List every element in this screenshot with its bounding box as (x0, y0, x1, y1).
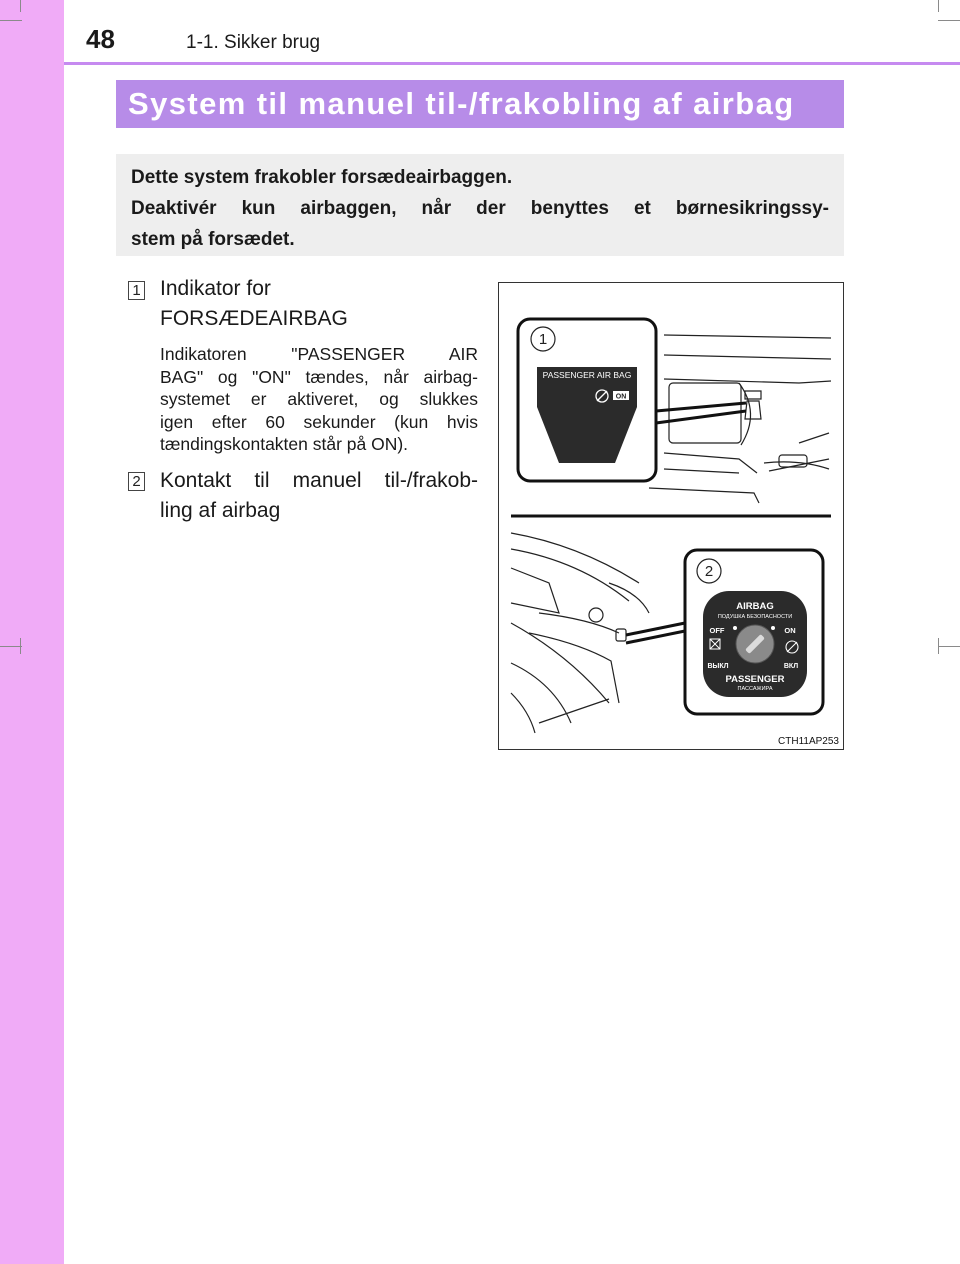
description-line: Indikatoren "PASSENGER AIR (160, 344, 478, 364)
switch-bottom-label: PASSENGER (725, 674, 785, 685)
item-title-line: Indikator for (160, 277, 271, 300)
switch-on-dot (771, 626, 775, 630)
airbag-figure (498, 282, 844, 750)
crop-mark (938, 638, 939, 654)
item-title-line: ling af airbag (160, 499, 281, 522)
item-title-line: Kontakt til manuel til-/frakob- (160, 469, 478, 492)
intro-line: Dette system frakobler forsædeairbaggen. (131, 167, 513, 188)
figure-code: CTH11AP253 (778, 736, 839, 747)
indicator-on-label: ON (615, 393, 627, 401)
callout-number: 2 (704, 563, 714, 580)
switch-bottom-sublabel: ПАССАЖИРА (737, 686, 773, 692)
crop-mark (938, 0, 939, 12)
crop-mark (20, 638, 21, 654)
indicator-label: PASSENGER AIR BAG (542, 370, 632, 380)
switch-on-label: ON (784, 626, 796, 635)
switch-off-label: OFF (709, 626, 725, 635)
crop-mark (0, 20, 22, 21)
crop-mark (0, 646, 22, 647)
section-title: System til manuel til-/frakobling af airbag (116, 80, 844, 128)
intro-box (116, 154, 844, 256)
item-title (160, 466, 478, 526)
description-line: BAG" og "ON" tændes, når airbag- (160, 366, 478, 387)
crop-mark (938, 646, 960, 647)
switch-top-label: AIRBAG (736, 601, 774, 612)
page-number: 48 (86, 24, 115, 54)
description-line: igen efter 60 sekunder (kun hvis (160, 411, 478, 432)
intro-line: stem på forsædet. (131, 229, 295, 250)
left-color-tab (0, 0, 64, 1264)
item-description (160, 343, 478, 456)
switch-top-sublabel: ПОДУШКА БЕЗОПАСНОСТИ (717, 614, 793, 620)
intro-line: Deaktivér kun airbaggen, når der benyttes et børnesikringssy- (131, 198, 829, 219)
callout-number: 1 (538, 331, 548, 348)
header-divider (64, 62, 960, 65)
item-number-icon: 1 (128, 281, 145, 300)
item-title-line: FORSÆDEAIRBAG (160, 307, 348, 330)
figure-illustration (499, 283, 844, 750)
item-title (160, 274, 348, 334)
crop-mark (20, 0, 21, 12)
breadcrumb: 1-1. Sikker brug (186, 32, 321, 53)
switch-off-sublabel: ВЫКЛ (707, 663, 729, 670)
description-line: tændingskontakten står på ON). (160, 434, 409, 454)
crop-mark (938, 20, 960, 21)
switch-off-dot (733, 626, 737, 630)
item-number-icon: 2 (128, 472, 145, 491)
dashboard-lower-illustration (511, 533, 649, 733)
description-line: systemet er aktiveret, og slukkes (160, 389, 478, 409)
switch-on-sublabel: ВКЛ (783, 663, 799, 670)
